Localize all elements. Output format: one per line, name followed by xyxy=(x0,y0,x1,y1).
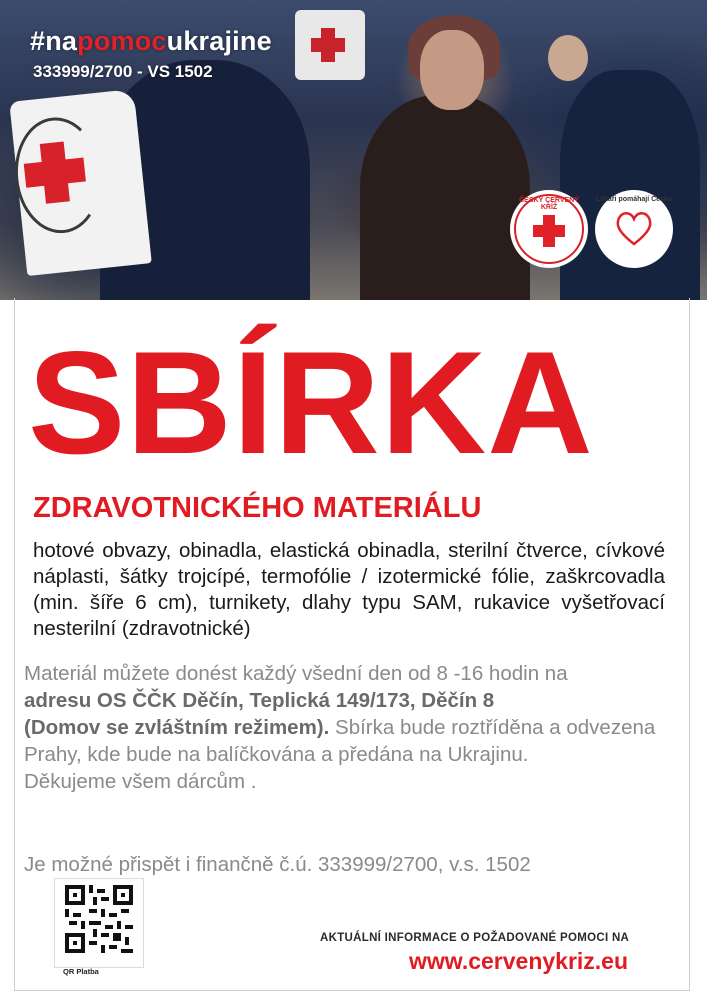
qr-code-icon xyxy=(65,885,133,953)
qr-payment[interactable] xyxy=(54,878,144,976)
info-home: (Domov se zvláštním režimem). xyxy=(24,716,330,739)
info-paragraph xyxy=(24,660,664,795)
material-list: hotové obvazy, obinadla, elastická obinadla, sterilní čtverce, cívkové náplasti, šátky trojcípé, termofólie / izotermické fólie, zaškrcovadla (min. šíře 6 cm), turnikety, dlahy typu SAM, rukavice vyšetřovací nesterilní (zdravotnické) xyxy=(33,539,665,640)
info-thanks: Děkujeme všem dárcům . xyxy=(24,770,257,793)
photo-woman-coat xyxy=(360,95,530,300)
info-rest: Sbírka bude roztříděna a odvezena Prahy, kde bude na balíčkována a předána na Ukrajinu. xyxy=(24,716,656,766)
qr-label: QR Platba xyxy=(63,967,99,976)
finance-line: Je možné přispět i finančně č.ú. 333999/2700, v.s. 1502 xyxy=(24,853,531,876)
header-photo xyxy=(0,0,707,300)
czech-red-cross-logo xyxy=(510,190,588,268)
ccr-logo-text: ČESKÝ ČERVENÝ KŘÍŽ xyxy=(519,197,579,211)
red-cross-vest xyxy=(9,89,152,276)
heart-icon xyxy=(613,208,655,248)
info-label: AKTUÁLNÍ INFORMACE O POŽADOVANÉ POMOCI NA xyxy=(320,932,630,944)
website-link[interactable]: www.cervenykriz.eu xyxy=(409,948,629,974)
lekari-logo-text: Lékaři pomáhají Česku xyxy=(595,196,673,203)
lekari-pomahaji-logo xyxy=(595,190,673,268)
photo-woman-face xyxy=(420,30,484,110)
account-number: 333999/2700 - VS 1502 xyxy=(33,62,213,81)
info-address: adresu OS ČČK Děčín, Teplická 149/173, Děčín 8 xyxy=(24,689,495,712)
page-subtitle: ZDRAVOTNICKÉHO MATERIÁLU xyxy=(33,492,482,524)
info-line1: Materiál můžete donést každý všední den od 8 -16 hodin na xyxy=(24,662,568,685)
red-cross-vest-back xyxy=(295,10,365,80)
photo-head-right xyxy=(548,35,588,81)
page-title: SBÍRKA xyxy=(28,321,594,484)
hashtag: #napomocukrajine xyxy=(30,26,272,56)
